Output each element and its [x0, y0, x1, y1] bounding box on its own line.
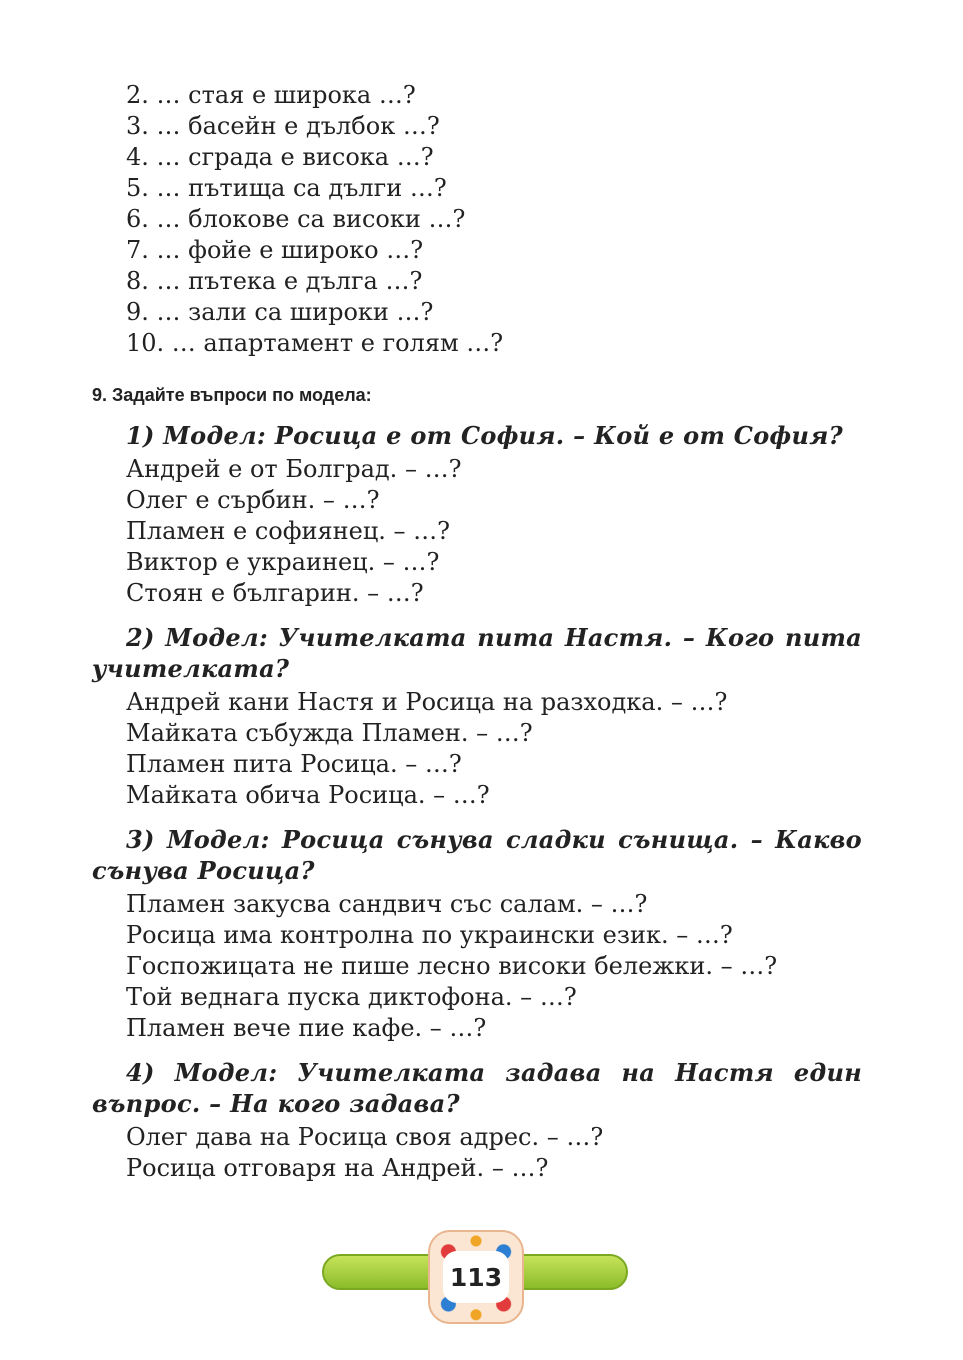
exercise-item: Пламен вече пие кафе. – …?: [126, 1014, 487, 1042]
exercise-items: [92, 1122, 862, 1184]
model-sentence: 1) Модел: Росица е от София. – Кой е от София?: [126, 421, 843, 450]
list-item: 7. … фойе е широко …?: [126, 236, 424, 264]
exercise-item: Олег дава на Росица своя адрес. – …?: [126, 1123, 604, 1151]
exercise-item: Пламен пита Росица. – …?: [126, 750, 462, 778]
model-sentence: 2) Модел: Учителката пита Настя. – Кого пита учителката?: [92, 623, 862, 683]
exercise-item: Виктор е украинец. – …?: [126, 548, 440, 576]
model-block-4: [92, 1057, 862, 1184]
exercise-items: [92, 687, 862, 811]
exercise-item: Андрей е от Болград. – …?: [126, 455, 462, 483]
exercise-heading: 9. Задайте въпроси по модела:: [92, 385, 372, 405]
list-item: 4. … сграда е висока …?: [126, 143, 434, 171]
page-number: 113: [449, 1262, 503, 1292]
list-item: 9. … зали са широки …?: [126, 298, 434, 326]
list-item: 5. … пътища са дълги …?: [126, 174, 447, 202]
exercise-item: Госпожицата не пише лесно високи бележки. – …?: [126, 952, 778, 980]
exercise-item: Майката обича Росица. – …?: [126, 781, 490, 809]
model-sentence: 4) Модел: Учителката задава на Настя един въпрос. – На кого задава?: [92, 1058, 862, 1118]
exercise-item: Той веднага пуска диктофона. – …?: [126, 983, 577, 1011]
model-block-3: [92, 824, 862, 1044]
exercise-item: Пламен закусва сандвич със салам. – …?: [126, 890, 648, 918]
exercise-item: Росица отговаря на Андрей. – …?: [126, 1154, 549, 1182]
exercise-items: [92, 454, 862, 609]
page-number-box: [443, 1251, 509, 1303]
exercise-items: [92, 889, 862, 1044]
list-item: 2. … стая е широка …?: [126, 81, 416, 109]
list-item: 8. … пътека е дълга …?: [126, 267, 423, 295]
list-item: 10. … апартамент е голям …?: [126, 329, 504, 357]
exercise-item: Олег е сърбин. – …?: [126, 486, 380, 514]
model-block-1: [92, 420, 862, 609]
model-block-2: [92, 622, 862, 811]
exercise-item: Пламен е софиянец. – …?: [126, 517, 451, 545]
exercise-item: Майката събужда Пламен. – …?: [126, 719, 533, 747]
list-item: 3. … басейн е дълбок …?: [126, 112, 440, 140]
list-item: 6. … блокове са високи …?: [126, 205, 466, 233]
exercise-item: Андрей кани Настя и Росица на разходка. – …?: [126, 688, 728, 716]
exercise-item: Стоян е българин. – …?: [126, 579, 424, 607]
sentence-list: [126, 80, 826, 359]
model-sentence: 3) Модел: Росица сънува сладки сънища. – Какво сънува Росица?: [92, 825, 862, 885]
exercise-item: Росица има контролна по украински език. – …?: [126, 921, 733, 949]
